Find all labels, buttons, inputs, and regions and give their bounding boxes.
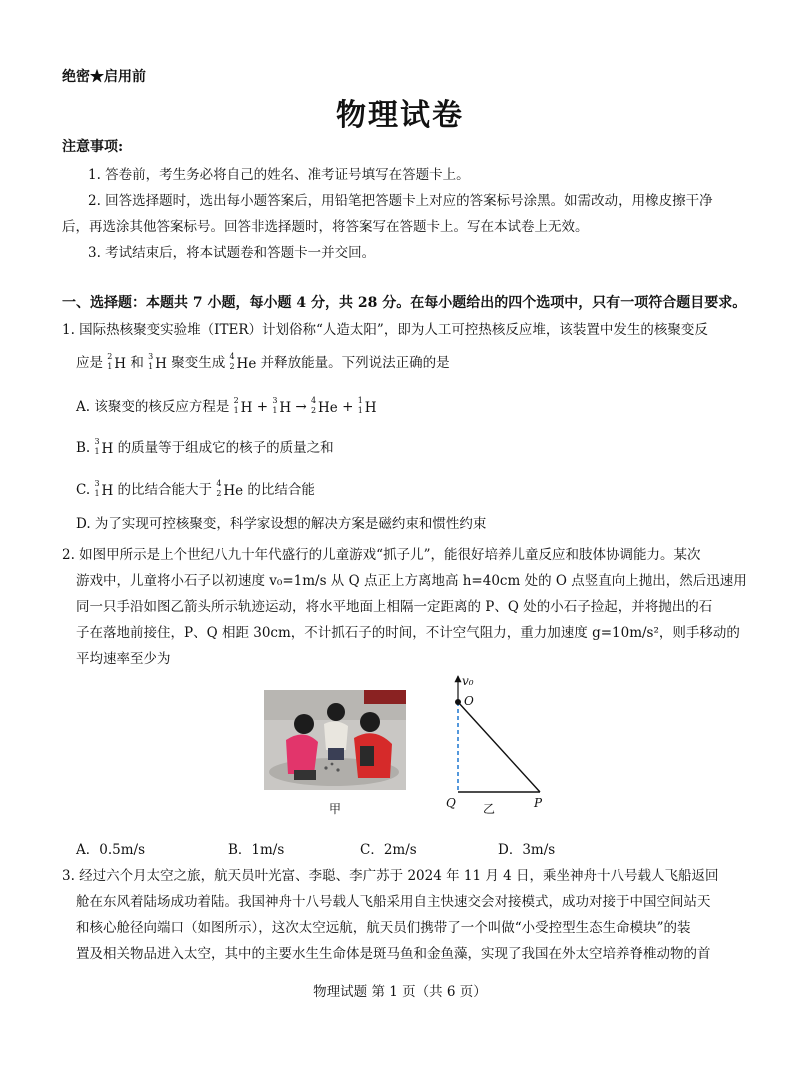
notice-heading: 注意事项: — [62, 139, 124, 155]
q2-stem-line: 游戏中，儿童将小石子以初速度 v₀=1m/s 从 Q 点正上方离地高 h=40cm 处的 O 点竖直向上抛出，然后迅速用 — [76, 573, 747, 589]
children-playing-photo — [264, 690, 406, 790]
q3-stem-line: 3. 经过六个月太空之旅，航天员叶光富、李聪、李广苏于 2024 年 11 月 4 日，乘坐神舟十八号载人飞船返回 — [62, 868, 719, 884]
q1-option-c: C. 3 1 H 的比结合能大于 4 2 He 的比结合能 — [76, 478, 315, 499]
label-Q: Q — [446, 796, 456, 810]
nuclide-deuterium: 2 1 H — [107, 351, 127, 372]
q3-stem-line: 舱在东风着陆场成功着陆。我国神舟十八号载人飞船采用自主快速交会对接模式，成功对接于中国空间站天 — [76, 894, 711, 910]
notice-item: 2. 回答选择题时，选出每小题答案后，用铅笔把答题卡上对应的答案标号涂黑。如需改动，用橡皮擦干净 — [88, 193, 713, 209]
section-heading: 一、选择题：本题共 7 小题，每小题 4 分，共 28 分。在每小题给出的四个选项中，只有一项符合题目要求。 — [62, 295, 747, 311]
q2-option-d: D．3m/s — [498, 842, 556, 858]
point-O — [455, 699, 461, 705]
figure-caption-b: 乙 — [483, 802, 496, 816]
notice-item: 后，再选涂其他答案标号。回答非选择题时，将答案写在答题卡上。写在本试卷上无效。 — [62, 219, 589, 235]
label-P: P — [534, 796, 543, 810]
label-v0: v₀ — [462, 674, 474, 688]
q1-stem-line: 1. 国际热核聚变实验堆（ITER）计划俗称“人造太阳”，即为人工可控热核反应堆，该装置中发生的核聚变反 — [62, 322, 708, 338]
page-footer: 物理试题 第 1 页（共 6 页） — [313, 984, 487, 1000]
q1-text: 聚变生成 — [171, 355, 226, 371]
q2-stem-line: 2. 如图甲所示是上个世纪八九十年代盛行的儿童游戏“抓子儿”，能很好培养儿童反应和肢体协调能力。某次 — [62, 547, 701, 563]
nuclide-tritium: 3 1 H — [148, 351, 167, 372]
q1-stem-line — [76, 351, 450, 372]
trajectory-diagram — [440, 668, 560, 816]
q2-option-c: C．2m/s — [360, 842, 417, 858]
trajectory-line — [458, 702, 540, 792]
q3-stem-line: 置及相关物品进入太空，其中的主要水生生命体是斑马鱼和金鱼藻，实现了我国在外太空培养脊椎动物的首 — [76, 946, 711, 962]
q1-text: 并释放能量。下列说法正确的是 — [260, 355, 450, 371]
confidential-label: 绝密★启用前 — [62, 69, 146, 85]
notice-item: 3. 考试结束后，将本试题卷和答题卡一并交回。 — [88, 245, 376, 261]
q1-text: 和 — [130, 355, 144, 371]
nuclide-helium: 4 2 He — [229, 351, 257, 372]
q3-stem-line: 和核心舱径向端口（如图所示），这次太空远航，航天员们携带了一个叫做“小受控型生态生命模块”的装 — [76, 920, 691, 936]
q1-option-d: D. 为了实现可控核聚变，科学家设想的解决方案是磁约束和惯性约束 — [76, 516, 487, 532]
q1-text: 应是 — [76, 355, 103, 371]
figure-caption-a: 甲 — [329, 802, 342, 816]
q1-option-b: B. 3 1 H 的质量等于组成它的核子的质量之和 — [76, 436, 334, 457]
q2-option-b: B．1m/s — [228, 842, 285, 858]
label-O: O — [464, 694, 474, 708]
q2-stem-line: 平均速率至少为 — [76, 651, 171, 667]
q1-option-a: A. 该聚变的核反应方程是 2 1 H + 3 1 H → 4 2 He + 1 1 H — [76, 395, 377, 416]
q2-stem-line: 同一只手沿如图乙箭头所示轨迹运动，将水平地面上相隔一定距离的 P、Q 处的小石子捡起，并将抛出的石 — [76, 599, 713, 615]
notice-item: 1. 答卷前，考生务必将自己的姓名、准考证号填写在答题卡上。 — [88, 167, 470, 183]
page-title: 物理试卷 — [336, 98, 464, 133]
q2-option-a: A．0.5m/s — [76, 842, 145, 858]
q2-stem-line: 子在落地前接住，P、Q 相距 30cm，不计抓石子的时间，不计空气阻力，重力加速度 g=10m/s²，则手移动的 — [76, 625, 740, 641]
